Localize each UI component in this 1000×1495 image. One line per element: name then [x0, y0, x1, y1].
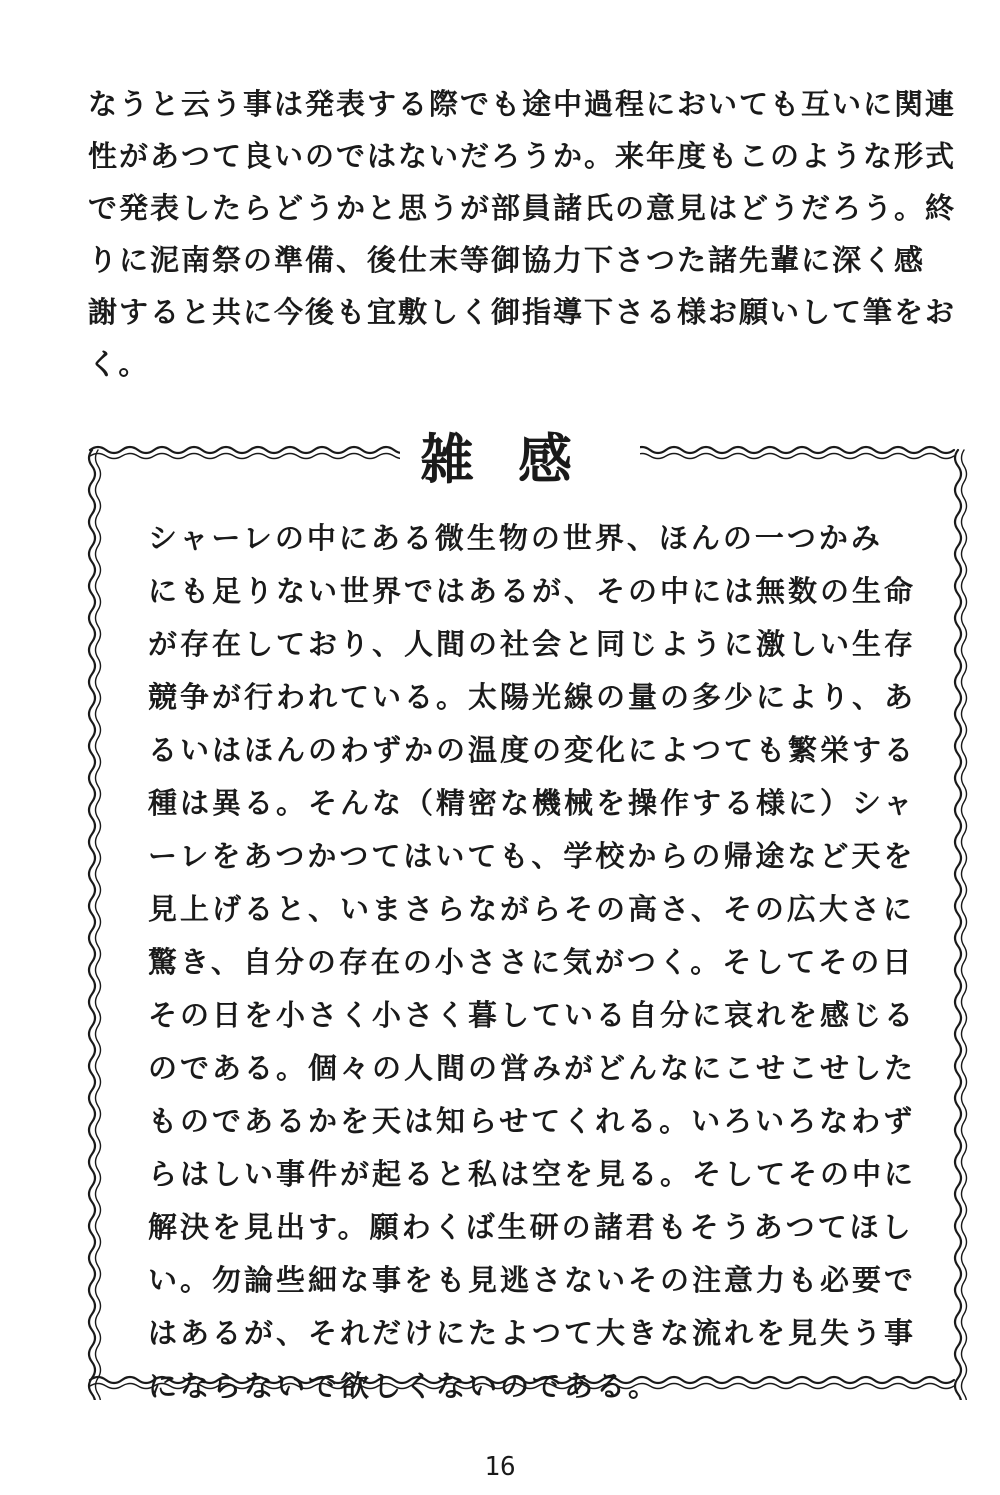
essay-line: のである。個々の人間の営みがどんなにこせこせした [148, 1051, 917, 1085]
intro-line: く。 [88, 347, 150, 381]
essay-line: シャーレの中にある微生物の世界、ほんの一つかみ [148, 521, 883, 555]
essay-line: 驚き、自分の存在の小ささに気がつく。そしてその日 [148, 945, 915, 979]
essay-line: るいはほんのわずかの温度の変化によつても繁栄する [148, 733, 917, 767]
intro-line: りに泥南祭の準備、後仕末等御協力下さつた諸先輩に深く感 [88, 243, 926, 277]
essay-line: 見上げると、いまさらながらその高さ、その広大さに [148, 892, 915, 926]
essay-line: らはしい事件が起ると私は空を見る。そしてその中に [148, 1157, 917, 1191]
essay-line: その日を小さく小さく暮している自分に哀れを感じる [148, 998, 917, 1032]
section-title: 雑感 [400, 424, 640, 494]
essay-body [148, 512, 917, 1413]
page-number: 16 [484, 1452, 516, 1482]
essay-line: ーレをあつかつてはいても、学校からの帰途など天を [148, 839, 916, 873]
essay-line: 競争が行われている。太陽光線の量の多少により、あ [148, 680, 917, 714]
intro-paragraph [88, 78, 957, 390]
intro-line: で発表したらどうかと思うが部員諸氏の意見はどうだろう。終 [88, 191, 957, 225]
essay-line: ものであるかを天は知らせてくれる。いろいろなわず [148, 1104, 916, 1138]
essay-line: はあるが、それだけにたよつて大きな流れを見失う事 [148, 1316, 917, 1350]
intro-line: 謝すると共に今後も宜敷しく御指導下さる様お願いして筆をお [88, 295, 957, 329]
essay-line: い。勿論些細な事をも見逃さないその注意力も必要で [148, 1263, 917, 1297]
essay-line: にならないで欲しくないのである。 [148, 1369, 661, 1403]
essay-line: 解決を見出す。願わくば生研の諸君もそうあつてほし [148, 1210, 914, 1244]
essay-line: が存在しており、人間の社会と同じように激しい生存 [148, 627, 917, 661]
essay-line: にも足りない世界ではあるが、その中には無数の生命 [148, 574, 917, 608]
intro-line: 性があつて良いのではないだろうか。来年度もこのような形式 [88, 139, 957, 173]
essay-line: 種は異る。そんな（精密な機械を操作する様に）シャ [148, 786, 916, 820]
intro-line: なうと云う事は発表する際でも途中過程においても互いに関連 [88, 87, 957, 121]
